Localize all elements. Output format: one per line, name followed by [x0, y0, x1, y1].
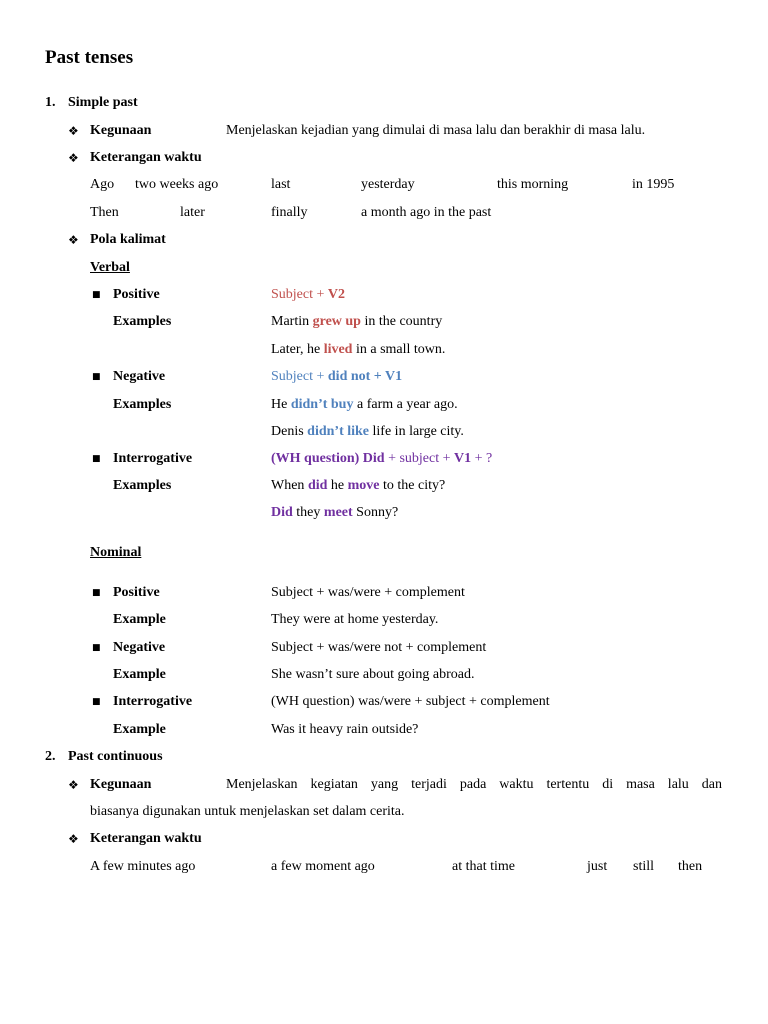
interrogative-formula: (WH question) was/were + subject + complement [271, 694, 550, 709]
kegunaan-label: Kegunaan [90, 123, 152, 138]
keterangan-waktu-label: Keterangan waktu [90, 150, 202, 165]
verbal-heading: Verbal [90, 260, 130, 275]
diamond-bullet-icon: ❖ [68, 832, 79, 846]
time-word: last [271, 177, 291, 192]
examples-label: Examples [113, 478, 172, 493]
interrogative-formula: (WH question) Did + subject + V1 + ? [271, 451, 493, 466]
pola-kalimat-label: Pola kalimat [90, 232, 166, 247]
interrogative-label: Interrogative [113, 694, 193, 709]
negative-formula: Subject + did not + V1 [271, 369, 403, 384]
time-word: a few moment ago [271, 859, 375, 874]
negative-formula: Subject + was/were not + complement [271, 640, 487, 655]
square-bullet-icon: ■ [92, 290, 101, 300]
time-word: this morning [497, 177, 569, 192]
time-word: then [678, 859, 703, 874]
negative-label: Negative [113, 640, 166, 655]
example-sentence: He didn’t buy a farm a year ago. [271, 397, 458, 412]
square-bullet-icon: ■ [92, 454, 101, 464]
example-sentence: They were at home yesterday. [271, 612, 439, 627]
examples-label: Examples [113, 314, 172, 329]
time-word: in 1995 [632, 177, 675, 192]
time-word: later [180, 205, 205, 220]
example-sentence: Denis didn’t like life in large city. [271, 424, 464, 439]
positive-label: Positive [113, 585, 160, 600]
nominal-heading: Nominal [90, 545, 142, 560]
section-heading: Simple past [68, 95, 138, 110]
example-label: Example [113, 722, 166, 737]
diamond-bullet-icon: ❖ [68, 778, 79, 792]
example-sentence: Was it heavy rain outside? [271, 722, 419, 737]
time-word: Ago [90, 177, 115, 192]
example-sentence: Did they meet Sonny? [271, 505, 399, 520]
example-sentence: Martin grew up in the country [271, 314, 443, 329]
kegunaan-label: Kegunaan [90, 777, 152, 792]
diamond-bullet-icon: ❖ [68, 124, 79, 138]
kegunaan-text-line: biasanya digunakan untuk menjelaskan set dalam cerita. [90, 804, 405, 819]
square-bullet-icon: ■ [92, 697, 101, 707]
examples-label: Examples [113, 397, 172, 412]
section-number: 2. [45, 749, 56, 764]
time-word: at that time [452, 859, 515, 874]
diamond-bullet-icon: ❖ [68, 151, 79, 165]
page-title: Past tenses [45, 47, 134, 68]
time-word: just [587, 859, 608, 874]
section-heading: Past continuous [68, 749, 163, 764]
time-word: still [633, 859, 655, 874]
example-label: Example [113, 612, 166, 627]
example-sentence: Later, he lived in a small town. [271, 342, 446, 357]
interrogative-label: Interrogative [113, 451, 193, 466]
time-word: A few minutes ago [90, 859, 196, 874]
diamond-bullet-icon: ❖ [68, 233, 79, 247]
example-label: Example [113, 667, 166, 682]
section-number: 1. [45, 95, 56, 110]
kegunaan-text-line: Menjelaskan kegiatan yang terjadi pada waktu tertentu di masa lalu dan [226, 777, 722, 792]
negative-label: Negative [113, 369, 166, 384]
positive-formula: Subject + was/were + complement [271, 585, 465, 600]
time-word: finally [271, 205, 308, 220]
square-bullet-icon: ■ [92, 372, 101, 382]
kegunaan-text: Menjelaskan kejadian yang dimulai di masa lalu dan berakhir di masa lalu. [226, 123, 646, 138]
square-bullet-icon: ■ [92, 588, 101, 598]
example-sentence: When did he move to the city? [271, 478, 446, 493]
keterangan-waktu-label: Keterangan waktu [90, 831, 202, 846]
time-word: a month ago in the past [361, 205, 492, 220]
time-word: two weeks ago [135, 177, 219, 192]
positive-label: Positive [113, 287, 160, 302]
time-word: Then [90, 205, 119, 220]
square-bullet-icon: ■ [92, 643, 101, 653]
time-word: yesterday [361, 177, 415, 192]
positive-formula: Subject + V2 [271, 287, 346, 302]
example-sentence: She wasn’t sure about going abroad. [271, 667, 475, 682]
